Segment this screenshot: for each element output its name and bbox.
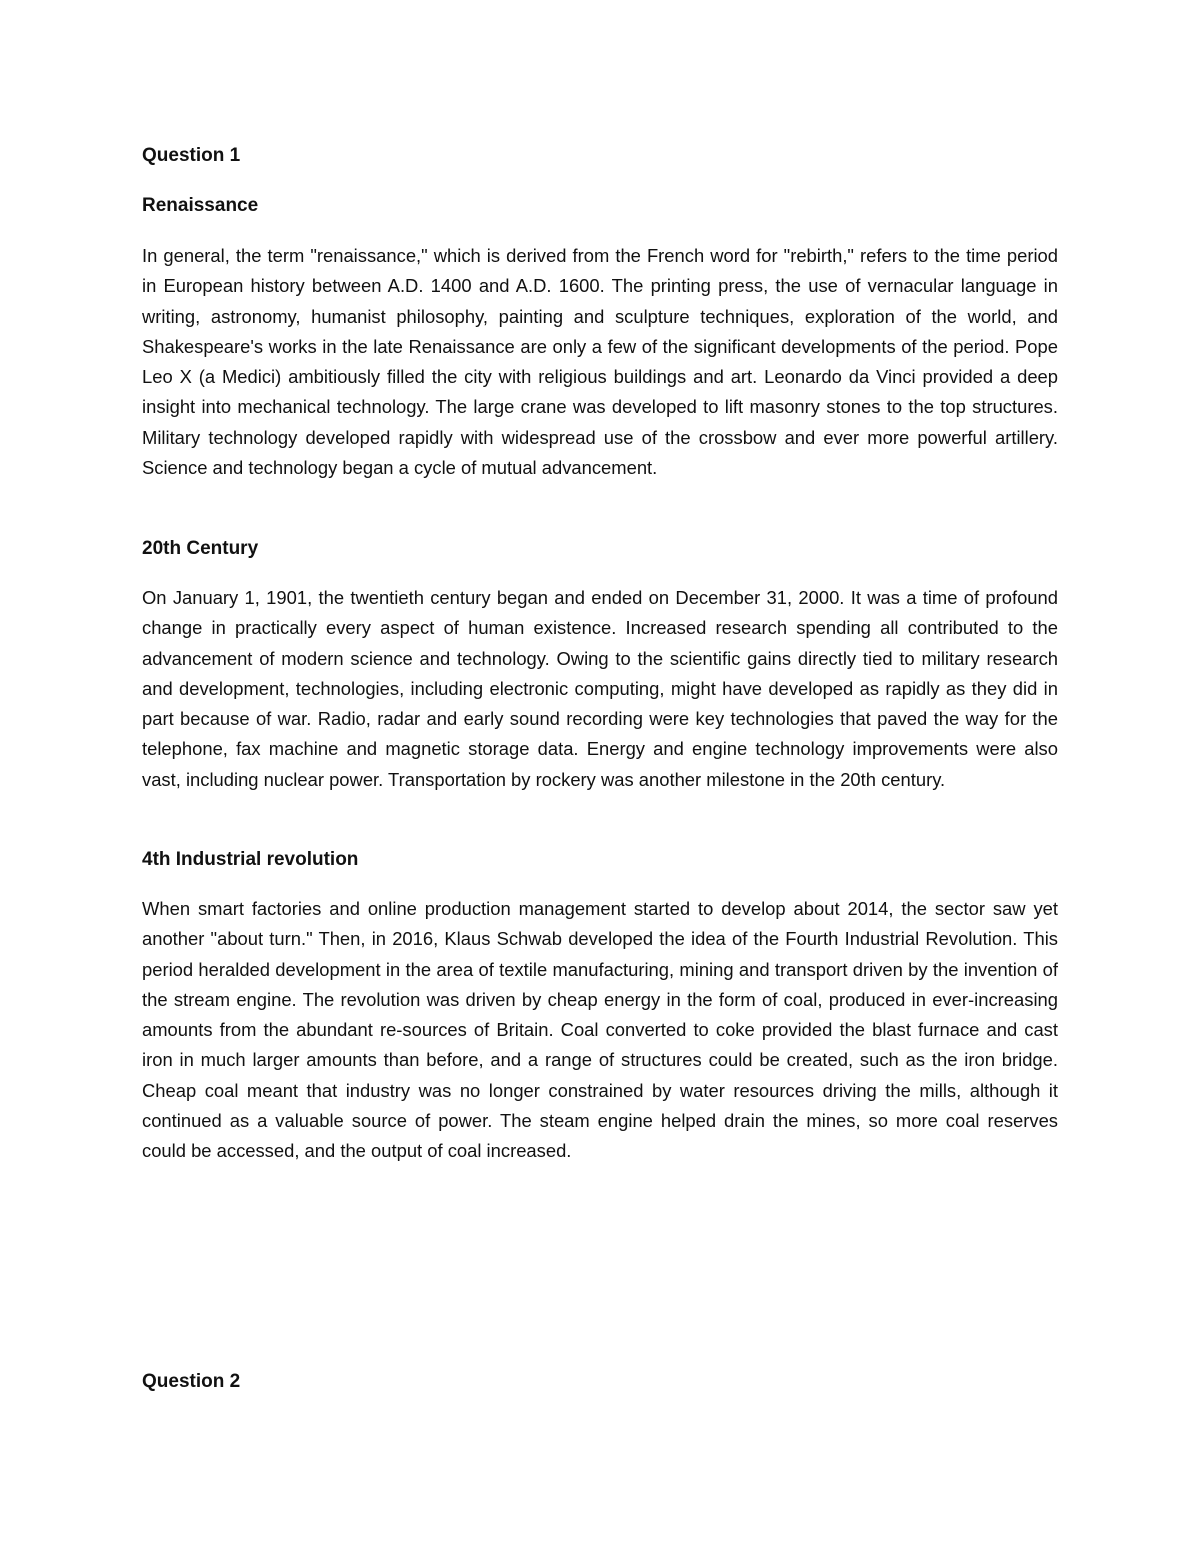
section-heading-20th-century: 20th Century bbox=[142, 538, 259, 559]
document-page bbox=[142, 0, 1058, 1553]
section-body-20th-century: On January 1, 1901, the twentieth century began and ended on December 31, 2000. It was a time of profound change in practically every aspect of human existence. Increased research spending all contributed to the advancement of modern science and technology. Owing to the scientific gains directly tied to military research and development, technologies, including electronic computing, might have developed as rapidly as they did in part because of war. Radio, radar and early sound recording were key technologies that paved the way for the telephone, fax machine and magnetic storage data. Energy and engine technology improvements were also vast, including nuclear power. Transportation by rockery was another milestone in the 20th century. bbox=[142, 587, 1058, 790]
question-1-heading: Question 1 bbox=[142, 145, 241, 166]
question-2-heading: Question 2 bbox=[142, 1371, 241, 1392]
section-body-4th-industrial-revolution: When smart factories and online production management started to develop about 2014, the sector saw yet another "about turn." Then, in 2016, Klaus Schwab developed the idea of the Fourth Industrial Revolution. This period heralded development in the area of textile manufacturing, mining and transport driven by the invention of the stream engine. The revolution was driven by cheap energy in the form of coal, produced in ever-increasing amounts from the abundant re-sources of Britain. Coal converted to coke provided the blast furnace and cast iron in much larger amounts than before, and a range of structures could be created, such as the iron bridge. Cheap coal meant that industry was no longer constrained by water resources driving the mills, although it continued as a valuable source of power. The steam engine helped drain the mines, so more coal reserves could be accessed, and the output of coal increased. bbox=[142, 898, 1058, 1162]
section-heading-4th-industrial-revolution: 4th Industrial revolution bbox=[142, 849, 359, 870]
section-body-renaissance: In general, the term "renaissance," which is derived from the French word for "rebirth," refers to the time period in European history between A.D. 1400 and A.D. 1600. The printing press, the use of vernacular language in writing, astronomy, humanist philosophy, painting and sculpture techniques, exploration of the world, and Shakespeare's works in the late Renaissance are only a few of the significant developments of the period. Pope Leo X (a Medici) ambitiously filled the city with religious buildings and art. Leonardo da Vinci provided a deep insight into mechanical technology. The large crane was developed to lift masonry stones to the top structures. Military technology developed rapidly with widespread use of the crossbow and ever more powerful artillery. Science and technology began a cycle of mutual advancement. bbox=[142, 245, 1058, 479]
section-heading-renaissance: Renaissance bbox=[142, 195, 259, 216]
